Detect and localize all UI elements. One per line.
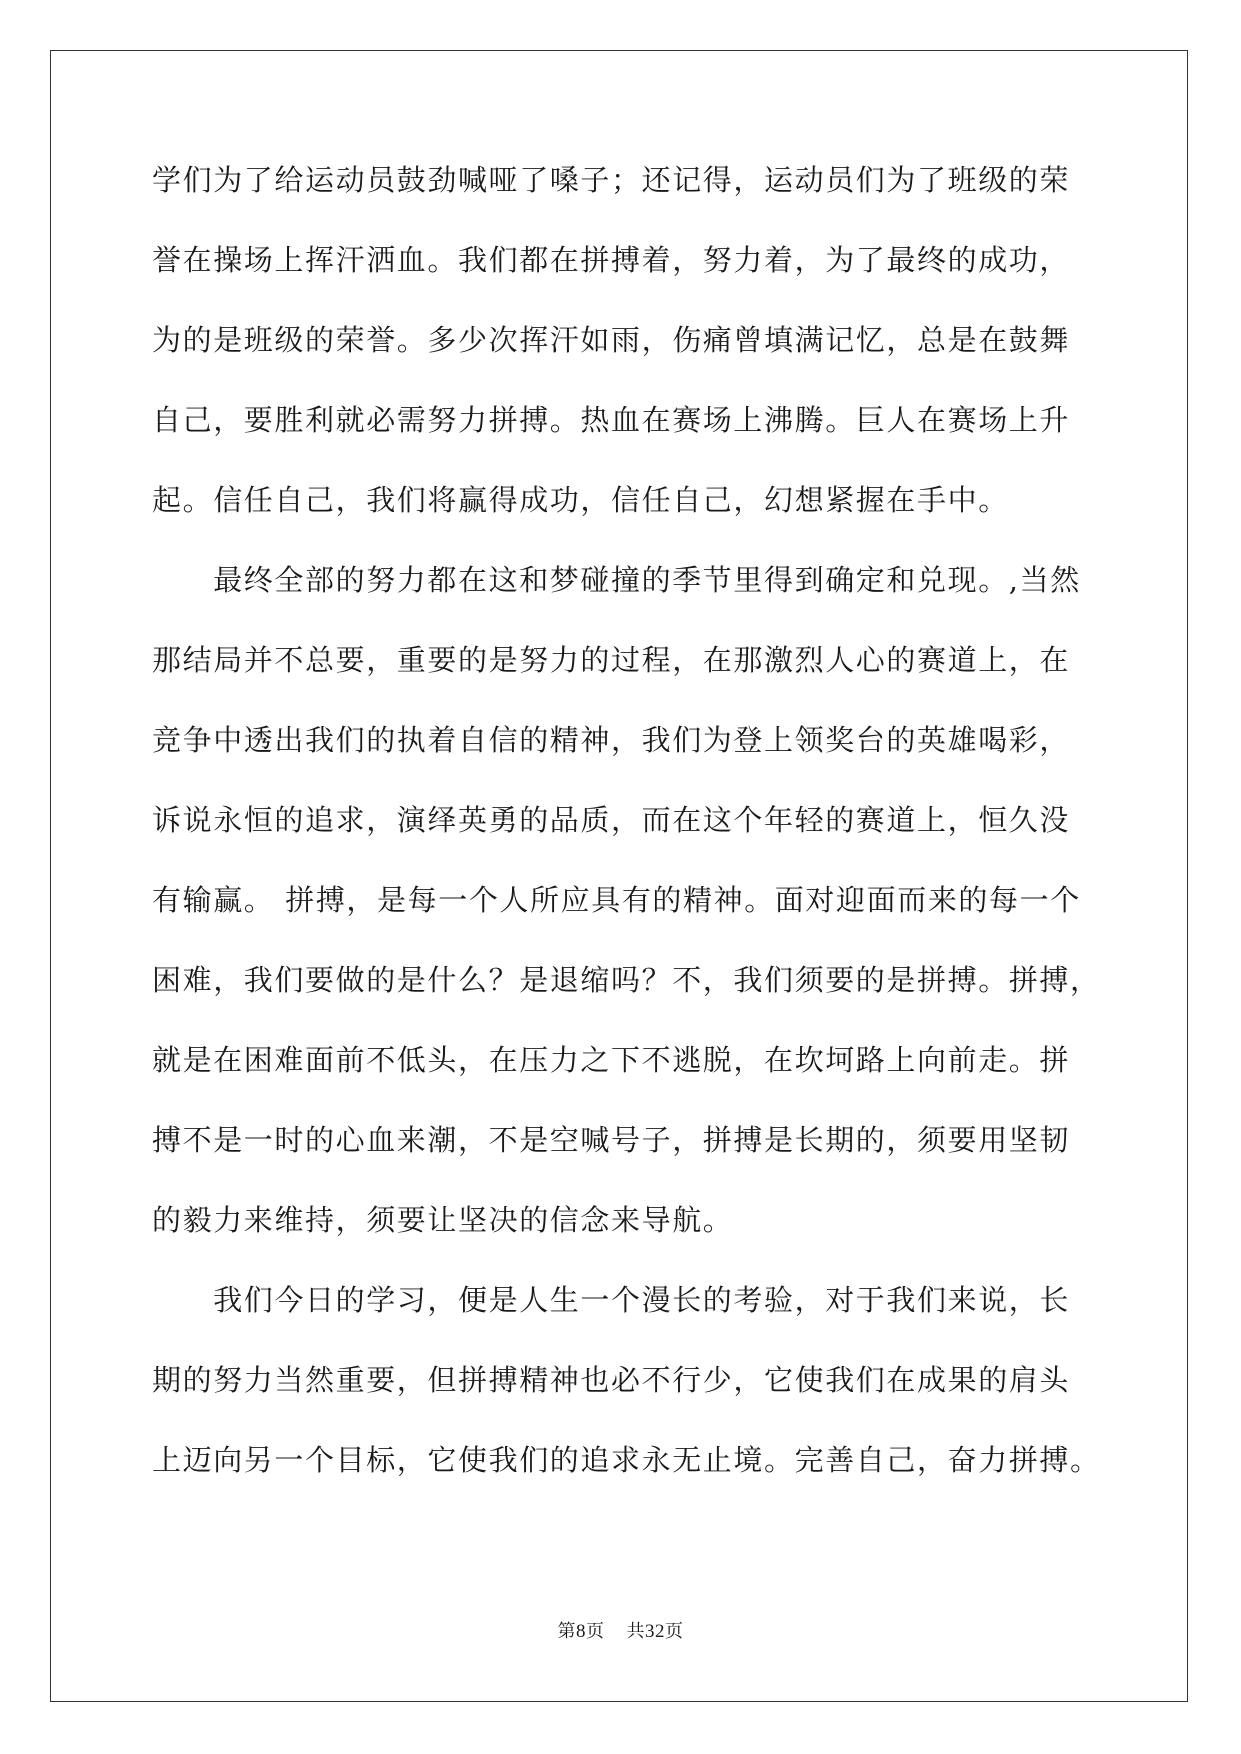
page-number: 8 (576, 1621, 586, 1642)
text-line: 的毅力来维持，须要让坚决的信念来导航。 (152, 1203, 734, 1237)
text-line: 最终全部的努力都在这和梦碰撞的季节里得到确定和兑现。,当然 (152, 563, 1081, 597)
text-line: 誉在操场上挥汗洒血。我们都在拼搏着，努力着，为了最终的成功， (152, 243, 1071, 277)
page-suffix: 页 (586, 1621, 605, 1642)
text-line: 为的是班级的荣誉。多少次挥汗如雨，伤痛曾填满记忆，总是在鼓舞 (152, 323, 1071, 357)
text-line: 就是在困难面前不低头，在压力之下不逃脱，在坎坷路上向前走。拼 (152, 1043, 1071, 1077)
total-pages: 32 (645, 1621, 665, 1642)
text-line: 竞争中透出我们的执着自信的精神，我们为登上领奖台的英雄喝彩， (152, 723, 1071, 757)
text-line: 起。信任自己，我们将赢得成功，信任自己，幻想紧握在手中。 (152, 483, 1009, 517)
text-line: 期的努力当然重要，但拼搏精神也必不行少，它使我们在成果的肩头 (152, 1363, 1071, 1397)
total-suffix: 页 (665, 1621, 684, 1642)
text-line: 搏不是一时的心血来潮，不是空喊号子，拼搏是长期的，须要用坚韧 (152, 1123, 1071, 1157)
text-line: 那结局并不总要，重要的是努力的过程，在那激烈人心的赛道上，在 (152, 643, 1071, 677)
text-line: 诉说永恒的追求，演绎英勇的品质，而在这个年轻的赛道上，恒久没 (152, 803, 1071, 837)
total-prefix: 共 (626, 1621, 645, 1642)
text-line: 上迈向另一个目标，它使我们的追求永无止境。完善自己，奋力拼搏。 (152, 1443, 1101, 1477)
text-line: 我们今日的学习，便是人生一个漫长的考验，对于我们来说，长 (152, 1283, 1071, 1317)
text-line: 学们为了给运动员鼓劲喊哑了嗓子；还记得，运动员们为了班级的荣 (152, 163, 1071, 197)
text-line: 困难，我们要做的是什么？是退缩吗？不，我们须要的是拼搏。拼搏， (152, 963, 1101, 997)
text-line: 自己，要胜利就必需努力拼搏。热血在赛场上沸腾。巨人在赛场上升 (152, 403, 1071, 437)
text-line: 有输赢。 拼搏，是每一个人所应具有的精神。面对迎面而来的每一个 (152, 883, 1081, 917)
page-footer (0, 1620, 1241, 1644)
page-prefix: 第 (557, 1621, 576, 1642)
document-body (152, 160, 1101, 1520)
